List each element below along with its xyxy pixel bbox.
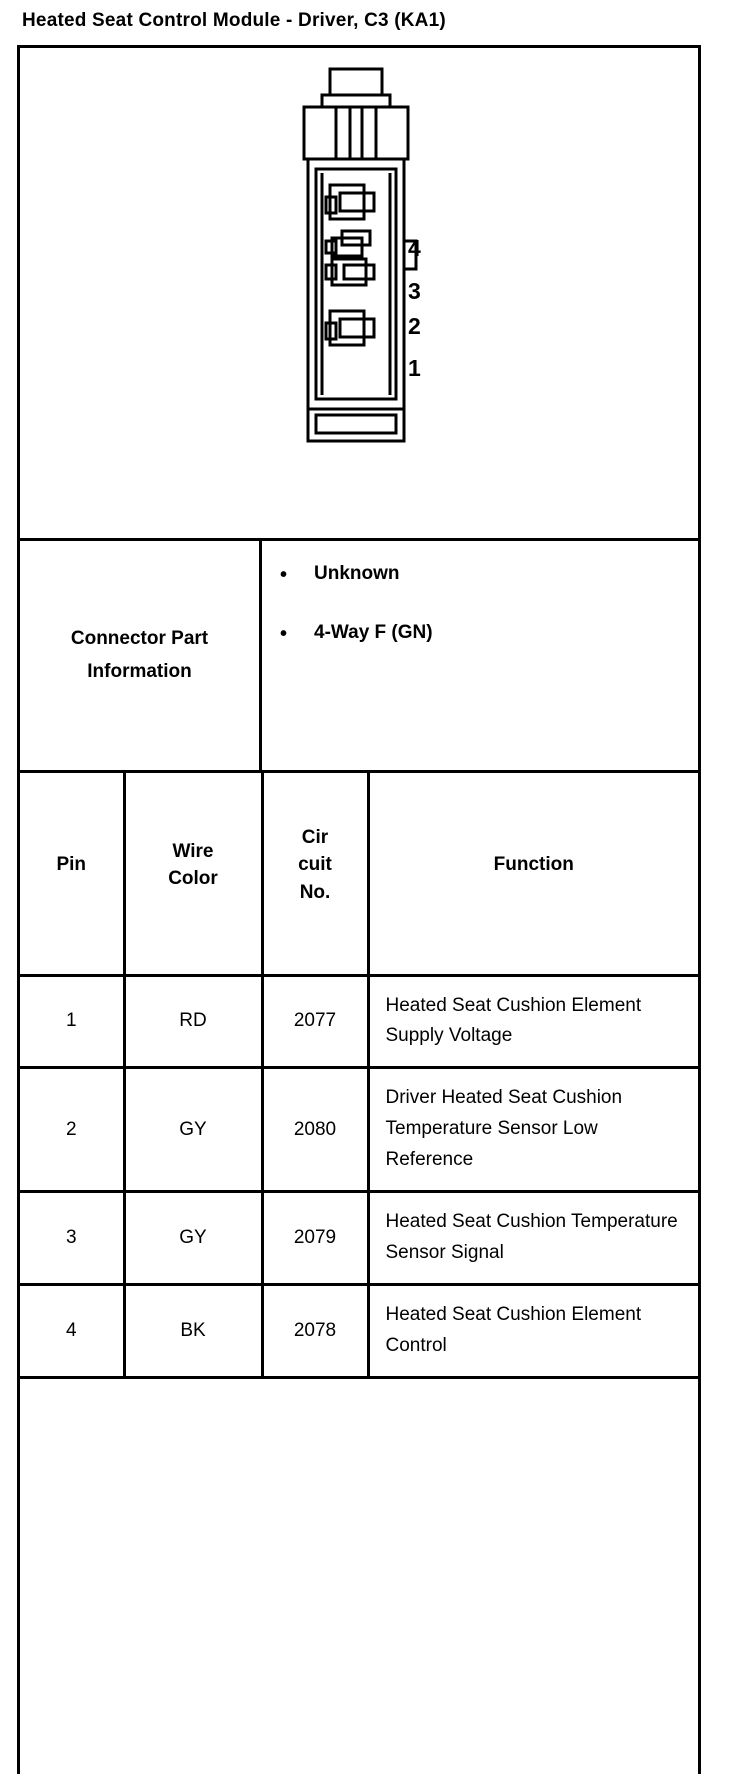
column-header-function [368,773,698,975]
connector-part-information-list [262,541,698,770]
cell-function: Heated Seat Cushion Element Supply Voltage [368,975,698,1068]
cell-pin: 4 [20,1285,124,1378]
table-header-row [20,773,698,975]
connector-part-item-1: 4-Way F (GN) [314,622,433,643]
cell-function: Driver Heated Seat Cushion Temperature Sensor Low Reference [368,1068,698,1192]
pin-label-3: 3 [408,278,421,304]
pin-label-2: 2 [408,313,421,339]
pin-label-1: 1 [408,355,421,381]
connector-info-frame [17,45,701,1774]
page-title: Heated Seat Control Module - Driver, C3 (KA1) [22,10,446,31]
pin-label-4: 4 [408,235,421,261]
table-row [20,1192,698,1285]
table-row [20,975,698,1068]
column-header-pin [20,773,124,975]
cell-wire-color: GY [124,1068,262,1192]
column-header-function-label: Function [493,854,574,876]
cell-function: Heated Seat Cushion Temperature Sensor Signal [368,1192,698,1285]
connector-illustration [20,48,698,541]
cell-pin: 2 [20,1068,124,1192]
connector-part-information-row [20,541,698,773]
list-item [280,563,698,585]
cell-circuit-no: 2080 [262,1068,368,1192]
cell-pin: 1 [20,975,124,1068]
cell-circuit-no: 2077 [262,975,368,1068]
cell-wire-color: BK [124,1285,262,1378]
bullet-icon: • [280,623,288,645]
column-header-circuit-no [262,773,368,975]
pin-table [20,773,698,1379]
column-header-wire-color [124,773,262,975]
column-header-wire-line1: Wire [172,840,214,862]
list-item [280,622,698,644]
connector-part-item-0: Unknown [314,563,400,584]
connector-part-information-label-line2: Information [87,660,192,682]
cell-wire-color: RD [124,975,262,1068]
cell-wire-color: GY [124,1192,262,1285]
connector-diagram-graphic [282,63,462,463]
cell-circuit-no: 2079 [262,1192,368,1285]
cell-function: Heated Seat Cushion Element Control [368,1285,698,1378]
table-row [20,1285,698,1378]
bullet-icon: • [280,564,288,586]
connector-part-information-label [20,541,262,770]
column-header-circuit-line2: cuit [298,854,332,876]
cell-pin: 3 [20,1192,124,1285]
column-header-pin-label: Pin [56,854,87,876]
column-header-circuit-line1: Cir [301,826,329,848]
cell-circuit-no: 2078 [262,1285,368,1378]
connector-part-information-label-line1: Connector Part [70,628,209,650]
column-header-circuit-line3: No. [299,882,331,904]
column-header-wire-line2: Color [168,868,218,890]
table-row [20,1068,698,1192]
